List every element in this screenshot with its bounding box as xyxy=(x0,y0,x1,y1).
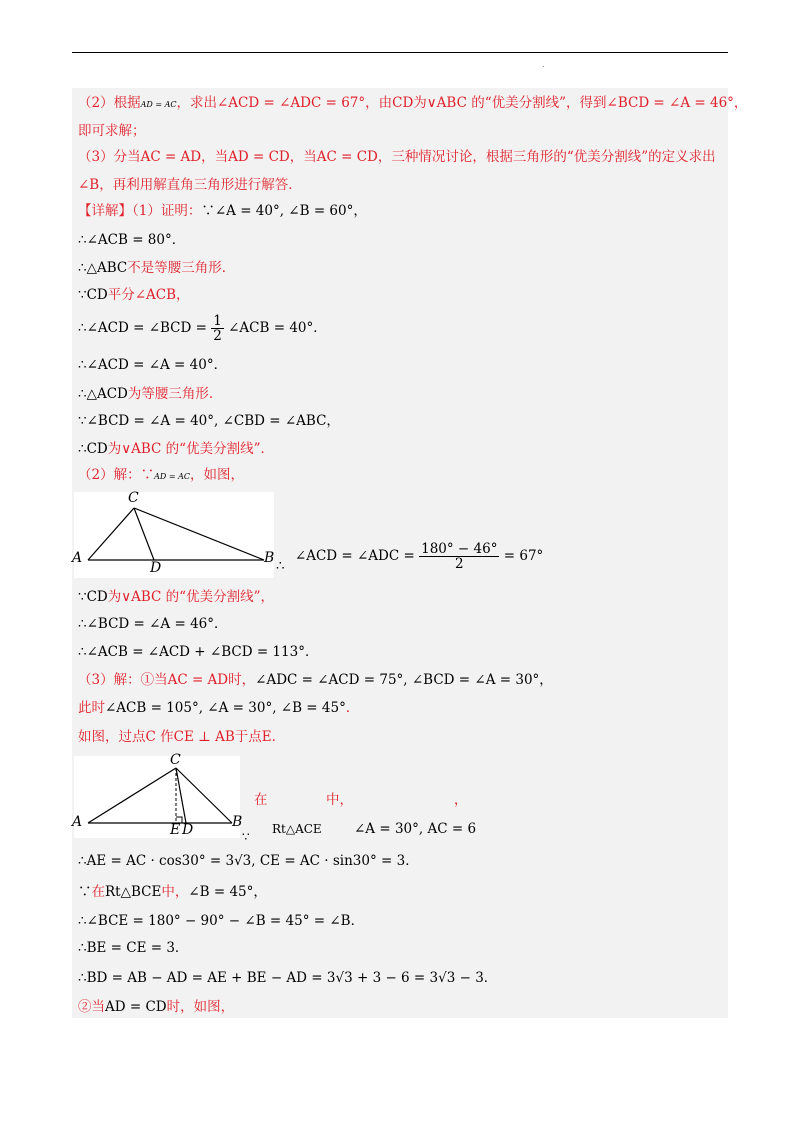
label-c: C xyxy=(128,490,139,506)
label-a2: A xyxy=(72,814,83,830)
word-zhong: 中， xyxy=(326,792,353,808)
line-acb-113: ∴∠ACB = ∠ACD + ∠BCD = 113°． xyxy=(78,644,319,660)
figure-triangle-2 xyxy=(72,752,243,838)
label-b2: B xyxy=(232,814,243,830)
line-part2-hint: （2）根据AD = AC，求出∠ACD = ∠ADC = 67°，由CD为∨ABC 的“优美分割线”，得到∠BCD = ∠A = 46°， xyxy=(78,95,748,111)
line-acb-80: ∴∠ACB = 80°． xyxy=(78,232,186,248)
line-acd-eq-a: ∴∠ACD = ∠A = 40°． xyxy=(78,357,228,373)
header-dot: . xyxy=(542,60,545,69)
angle-a-30-ac-6: ∠A = 30°, AC = 6 xyxy=(354,821,477,837)
triangle-2-drawing xyxy=(74,756,243,838)
line-bcd-46: ∴∠BCD = ∠A = 46°． xyxy=(78,616,228,632)
label-d2: D xyxy=(182,822,194,838)
figure-triangle-1 xyxy=(74,492,274,578)
line-acd-isosceles: ∴△ACD为等腰三角形． xyxy=(78,386,223,402)
line-rt-bce: ∵在Rt△BCE中，∠B = 45°， xyxy=(78,884,267,900)
line-proof-start: 【详解】（1）证明：∵∠A = 40°, ∠B = 60°， xyxy=(78,203,367,219)
line-cd-optimal: ∴CD为∨ABC 的“优美分割线”． xyxy=(78,441,274,457)
line-be-ce-3: ∴BE = CE = 3． xyxy=(78,940,189,956)
label-d: D xyxy=(150,560,162,576)
rt-ace: Rt△ACE xyxy=(272,822,322,836)
line-part3-hint: （3）分当AC = AD，当AD = CD，当AC = CD，三种情况讨论，根据三角形的“优美分割线”的定义求出 xyxy=(78,149,716,165)
line-bce-45: ∴∠BCE = 180° − 90° − ∠B = 45° = ∠B． xyxy=(78,913,365,929)
label-e2: E xyxy=(170,822,181,838)
fraction-one-half: $\frac{1}{2}$ xyxy=(213,313,222,344)
line-part3-hint-end: ∠B，再利用解直角三角形进行解答． xyxy=(78,177,302,193)
line-part3-case1: （3）解：①当AC = AD时，∠ADC = ∠ACD = 75°, ∠BCD = ∠A = 30°， xyxy=(78,672,553,688)
line-part2-solution: （2）解：∵AD = AC，如图， xyxy=(78,467,244,483)
label-b: B xyxy=(264,550,275,566)
line-part2-hint-end: 即可求解； xyxy=(78,123,146,139)
line-bcd-cbd: ∵∠BCD = ∠A = 40°, ∠CBD = ∠ABC， xyxy=(78,413,340,429)
line-acd-adc-67: ∴ ∠ACD = ∠ADC = $\frac{180^\circ - 46^\circ}{2}$ = 67° xyxy=(276,541,544,574)
line-ae-ce: ∴AE = AC · cos30° = 3√3, CE = AC · sin30° = 3． xyxy=(78,853,419,869)
line-case2: ②当AD = CD时，如图， xyxy=(78,999,235,1015)
word-comma: ， xyxy=(454,792,468,808)
fraction-180-46: $\frac{180^\circ - 46^\circ}{2}$ xyxy=(421,541,498,572)
line-cd-bisects: ∵CD平分∠ACB， xyxy=(78,287,190,303)
label-a: A xyxy=(72,550,83,566)
because-symbol: ∵ xyxy=(242,830,250,844)
line-not-isosceles: ∴△ABC不是等腰三角形． xyxy=(78,260,236,276)
line-cd-optimal-2: ∵CD为∨ABC 的“优美分割线”， xyxy=(78,589,274,605)
header-rule xyxy=(72,52,728,53)
word-zai: 在 xyxy=(254,792,268,808)
solution-content xyxy=(72,88,748,1018)
line-bd-result: ∴BD = AB − AD = AE + BE − AD = 3√3 + 3 − 6 = 3√3 − 3． xyxy=(78,970,498,986)
line-draw-ce: 如图，过点C 作CE ⊥ AB于点E． xyxy=(78,729,286,745)
line-case1-angles: 此时∠ACB = 105°, ∠A = 30°, ∠B = 45°． xyxy=(78,700,360,716)
line-acd-bcd-half: ∴∠ACD = ∠BCD = $\frac{1}{2}$ ∠ACB = 40°． xyxy=(78,313,327,344)
label-c2: C xyxy=(170,752,181,768)
triangle-1-drawing xyxy=(74,492,274,578)
